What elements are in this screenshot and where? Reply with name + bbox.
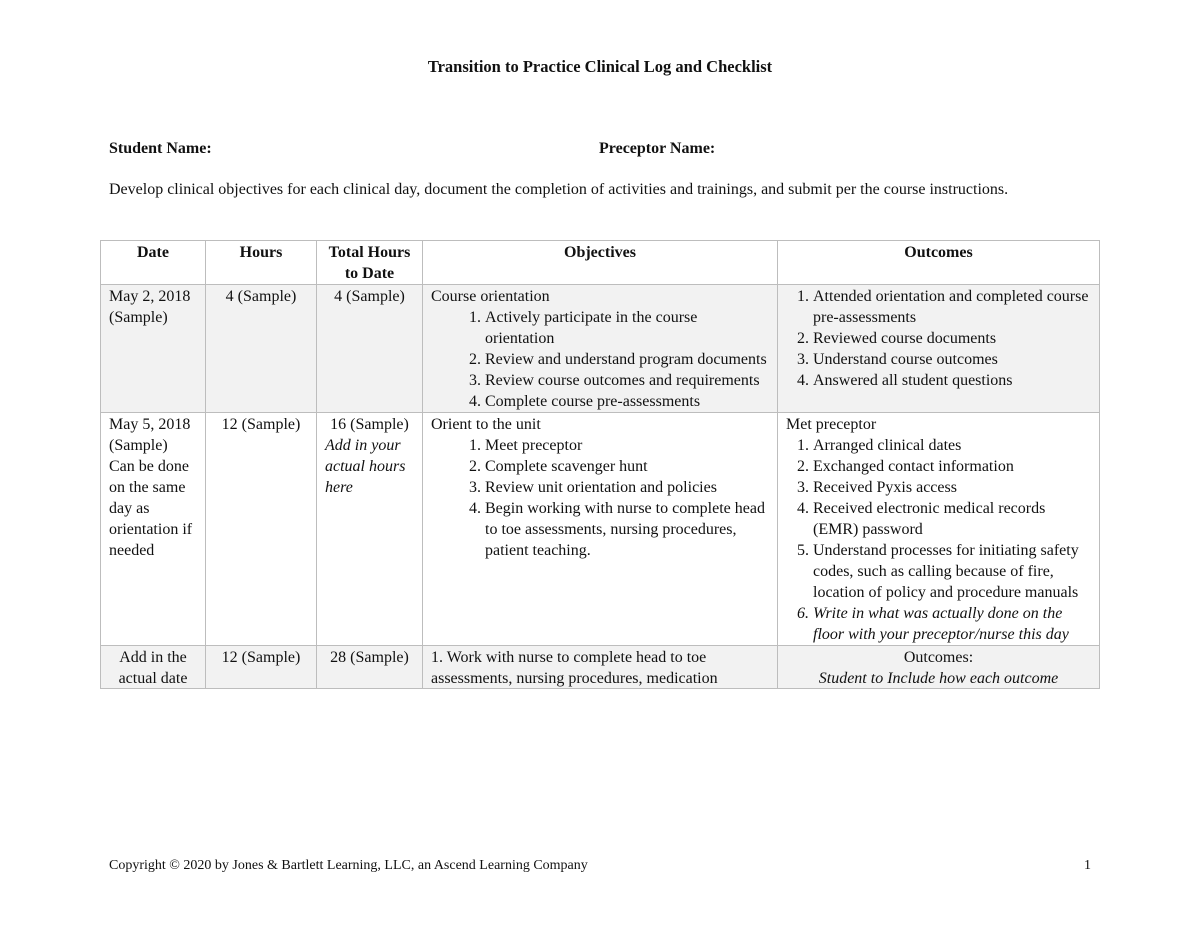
preceptor-name-label: Preceptor Name: bbox=[599, 140, 716, 157]
row-date: May 5, 2018 (Sample) Can be done on the same day as orientation if needed bbox=[101, 413, 206, 646]
clinical-log-table bbox=[100, 240, 1100, 689]
copyright-footer: Copyright © 2020 by Jones & Bartlett Learning, LLC, an Ascend Learning Company bbox=[109, 858, 588, 873]
instructions-text: Develop clinical objectives for each clinical day, document the completion of activities and trainings, and submit per the course instructions. bbox=[109, 181, 1009, 198]
outcome-item-instruction: 6. Write in what was actually done on the floor with your preceptor/nurse this day bbox=[813, 603, 1091, 645]
outcome-item: 2. Reviewed course documents bbox=[813, 328, 1091, 349]
objectives-intro: Course orientation bbox=[431, 288, 550, 305]
table-header-row bbox=[101, 241, 1100, 285]
outcome-item: 3. Received Pyxis access bbox=[813, 477, 1091, 498]
row-outcomes bbox=[778, 646, 1100, 689]
page-number: 1 bbox=[1084, 858, 1091, 873]
outcomes-heading: Outcomes: bbox=[903, 649, 974, 666]
document-title: Transition to Practice Clinical Log and Checklist bbox=[427, 57, 773, 76]
row-total-hours-text: 28 (Sample) bbox=[330, 649, 409, 666]
row-total-hours bbox=[317, 413, 423, 646]
row-hours bbox=[206, 646, 317, 689]
row-hours: 4 (Sample) bbox=[206, 285, 317, 413]
outcomes-instruction: Student to Include how each outcome bbox=[818, 670, 1059, 687]
objective-item: 3. Review unit orientation and policies bbox=[485, 477, 769, 498]
outcomes-intro: Met preceptor bbox=[786, 416, 877, 433]
row-hours: 12 (Sample) bbox=[206, 413, 317, 646]
objectives-intro: Orient to the unit bbox=[431, 416, 541, 433]
table-row bbox=[101, 285, 1100, 413]
row-total-hours bbox=[317, 646, 423, 689]
table-row bbox=[101, 413, 1100, 646]
objective-item: 2. Review and understand program documents bbox=[485, 349, 769, 370]
row-outcomes bbox=[778, 413, 1100, 646]
row-objectives bbox=[423, 413, 778, 646]
row-date bbox=[101, 646, 206, 689]
header-outcomes: Outcomes bbox=[778, 241, 1100, 285]
row-outcomes bbox=[778, 285, 1100, 413]
outcome-item: 4. Received electronic medical records (EMR) password bbox=[813, 498, 1091, 540]
total-hours-value: 16 (Sample) bbox=[330, 416, 409, 433]
row-total-hours: 4 (Sample) bbox=[317, 285, 423, 413]
objective-item: 4. Complete course pre-assessments bbox=[485, 391, 769, 412]
row-date-text: Add in the actual date bbox=[118, 649, 188, 687]
student-name-label: Student Name: bbox=[109, 140, 212, 157]
outcome-item: 1. Arranged clinical dates bbox=[813, 435, 1091, 456]
outcome-item: 3. Understand course outcomes bbox=[813, 349, 1091, 370]
header-date: Date bbox=[101, 241, 206, 285]
table-row bbox=[101, 646, 1100, 689]
objective-item: 1. Meet preceptor bbox=[485, 435, 769, 456]
objective-item: 4. Begin working with nurse to complete head to toe assessments, nursing procedures, patient teaching. bbox=[485, 498, 769, 561]
header-total-hours: Total Hours to Date bbox=[317, 241, 423, 285]
outcome-item: 5. Understand processes for initiating safety codes, such as calling because of fire, location of policy and procedure manuals bbox=[813, 540, 1091, 603]
row-hours-text: 12 (Sample) bbox=[221, 649, 301, 666]
row-objectives bbox=[423, 285, 778, 413]
header-objectives: Objectives bbox=[423, 241, 778, 285]
row-objectives bbox=[423, 646, 778, 689]
objective-item: 3. Review course outcomes and requirements bbox=[485, 370, 769, 391]
objective-item: 2. Complete scavenger hunt bbox=[485, 456, 769, 477]
row-date: May 2, 2018 (Sample) bbox=[101, 285, 206, 413]
outcome-item: 1. Attended orientation and completed course pre-assessments bbox=[813, 286, 1091, 328]
header-hours: Hours bbox=[206, 241, 317, 285]
outcome-item: 2. Exchanged contact information bbox=[813, 456, 1091, 477]
row-objectives-text: 1. Work with nurse to complete head to toe assessments, nursing procedures, medication bbox=[431, 649, 718, 687]
objective-item: 1. Actively participate in the course orientation bbox=[485, 307, 769, 349]
outcome-item: 4. Answered all student questions bbox=[813, 370, 1091, 391]
total-hours-note: Add in your actual hours here bbox=[325, 437, 406, 496]
